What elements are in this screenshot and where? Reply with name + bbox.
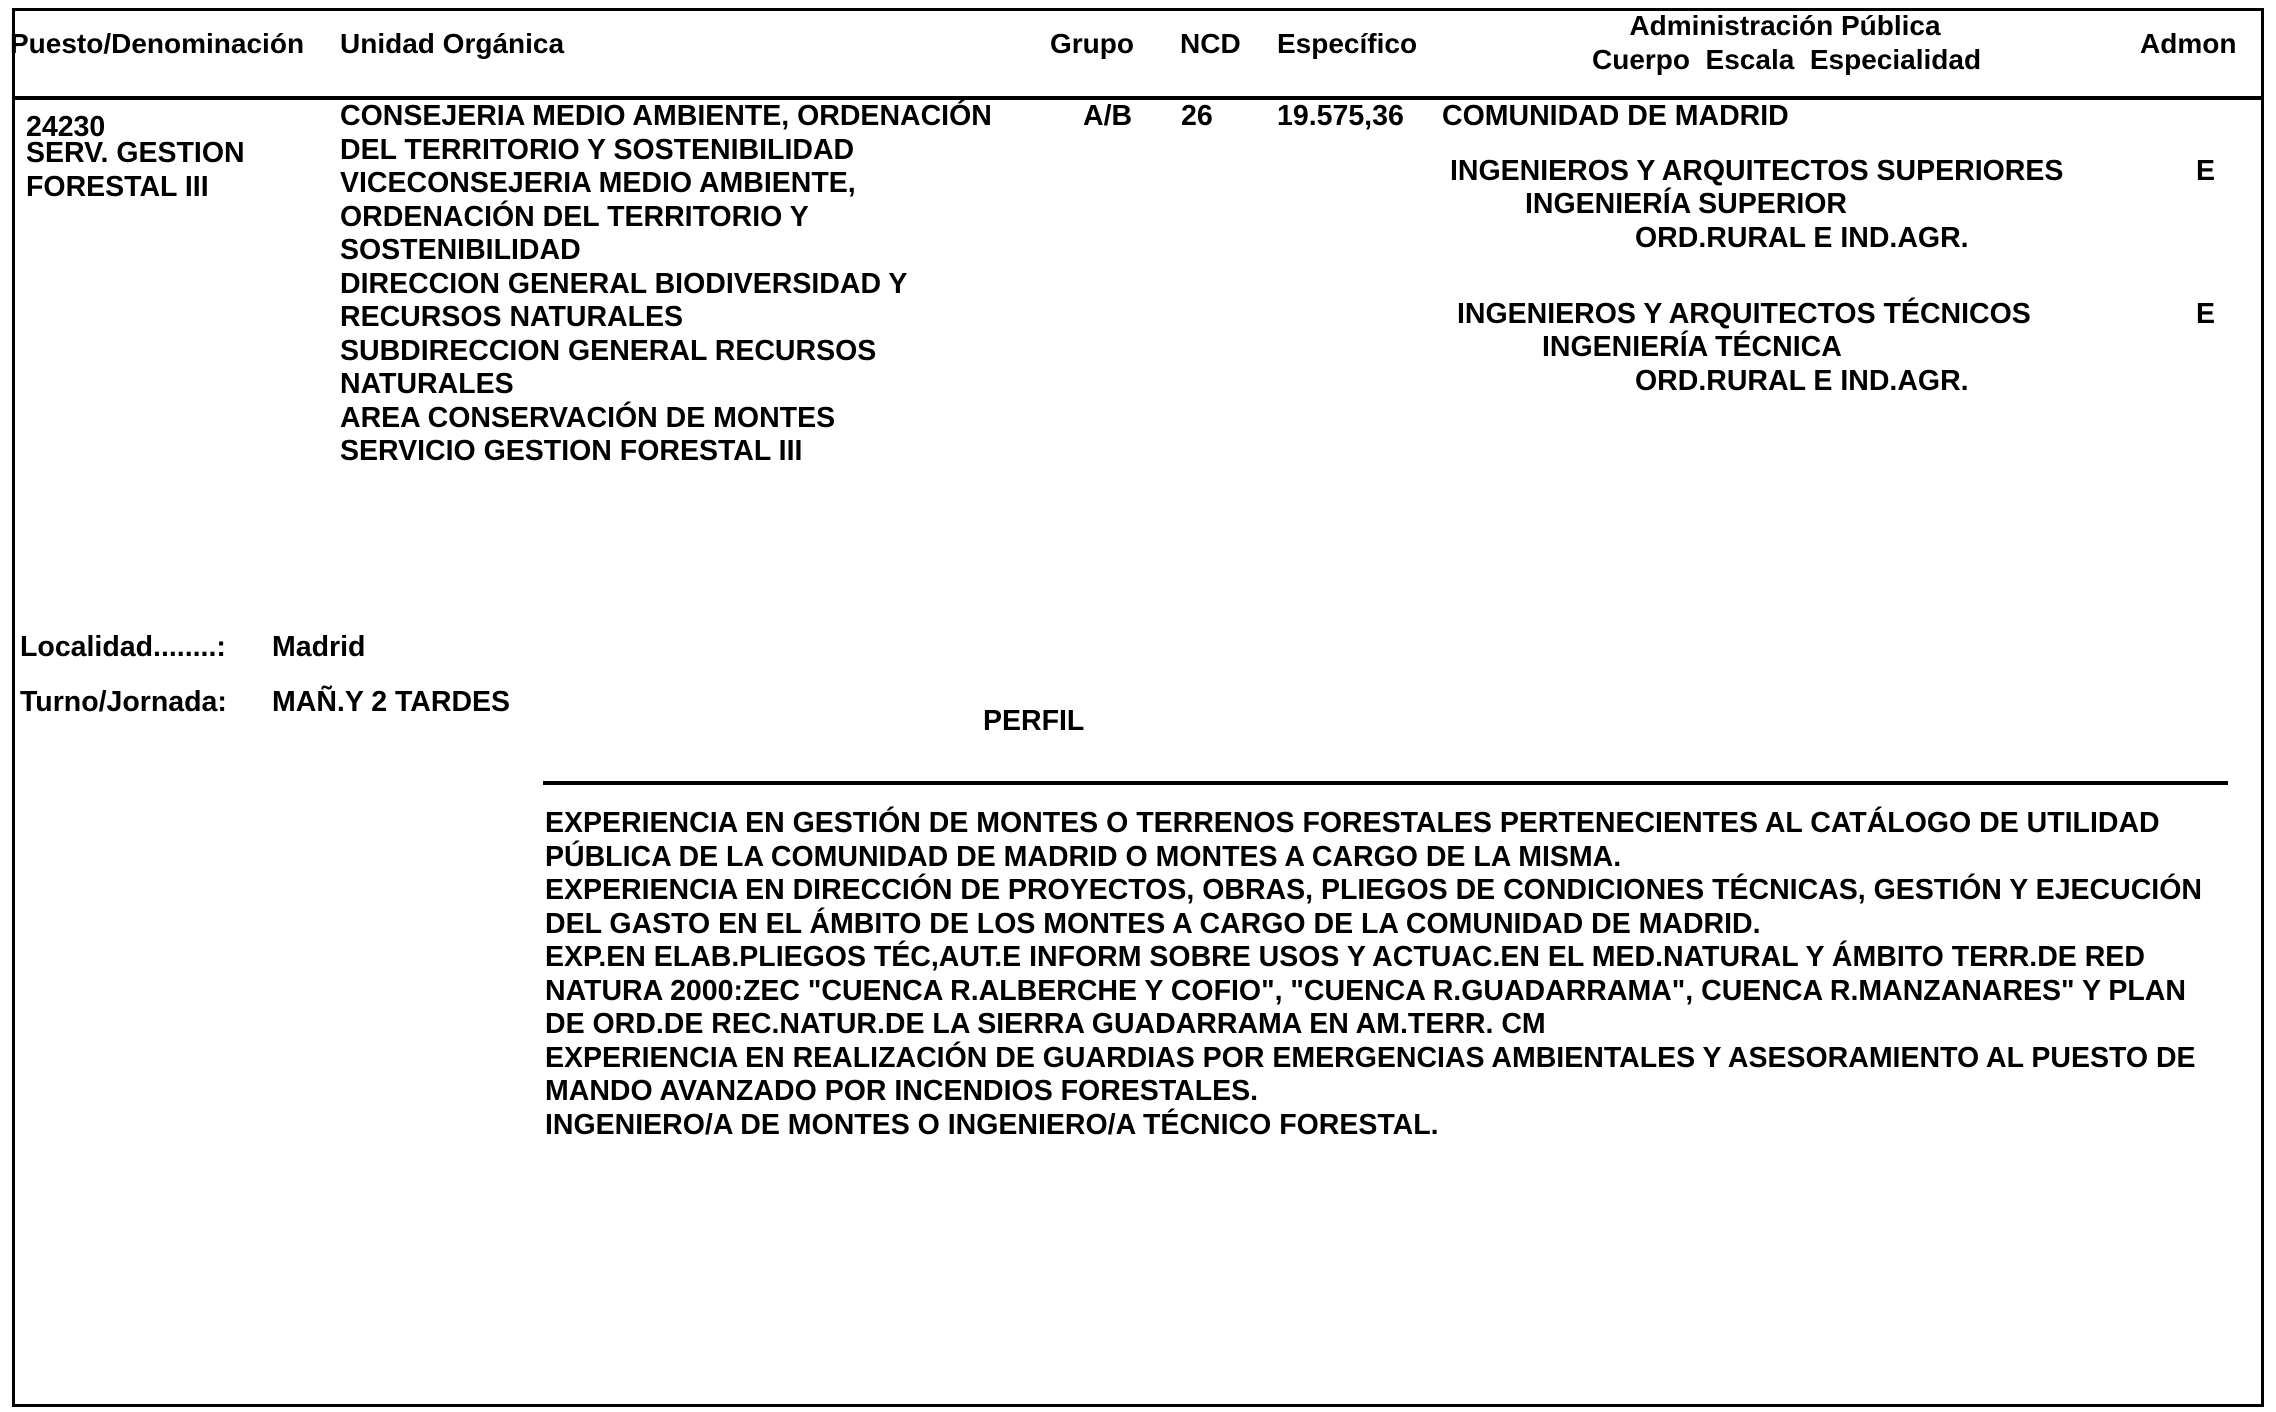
admon-2: E — [2196, 298, 2216, 330]
perfil-line: EXP.EN ELAB.PLIEGOS TÉC,AUT.E INFORM SOBRE USOS Y ACTUAC.EN EL MED.NATURAL Y ÁMBITO TERR.DE RED — [545, 941, 2145, 973]
header-unidad: Unidad Orgánica — [340, 28, 565, 59]
unidad-line: VICECONSEJERIA MEDIO AMBIENTE, — [340, 167, 856, 199]
ncd-value: 26 — [1181, 100, 1213, 132]
grupo-value: A/B — [1083, 100, 1133, 132]
especialidad-2: ORD.RURAL E IND.AGR. — [1635, 365, 1969, 397]
puesto-denominacion-2: FORESTAL III — [26, 171, 209, 203]
header-especifico: Específico — [1277, 28, 1418, 59]
header-administracion-line2: Cuerpo Escala Especialidad — [1592, 44, 1982, 75]
header-administracion-line1: Administración Pública — [1629, 10, 1941, 41]
perfil-line: EXPERIENCIA EN GESTIÓN DE MONTES O TERRENOS FORESTALES PERTENECIENTES AL CATÁLOGO DE UTILIDAD — [545, 807, 2160, 839]
perfil-line: PÚBLICA DE LA COMUNIDAD DE MADRID O MONTES A CARGO DE LA MISMA. — [545, 840, 1622, 873]
unidad-line: CONSEJERIA MEDIO AMBIENTE, ORDENACIÓN — [340, 100, 992, 132]
localidad-label: Localidad........: — [20, 631, 226, 663]
unidad-line: DIRECCION GENERAL BIODIVERSIDAD Y — [340, 267, 908, 300]
escala-2: INGENIERÍA TÉCNICA — [1542, 331, 1842, 363]
header-admon: Admon — [2140, 28, 2237, 59]
unidad-line: RECURSOS NATURALES — [340, 301, 684, 333]
unidad-line: DEL TERRITORIO Y SOSTENIBILIDAD — [340, 133, 855, 166]
unidad-line: AREA CONSERVACIÓN DE MONTES — [340, 401, 836, 434]
localidad-value: Madrid — [272, 631, 366, 663]
especialidad-1: ORD.RURAL E IND.AGR. — [1635, 222, 1969, 254]
perfil-line: DE ORD.DE REC.NATUR.DE LA SIERRA GUADARRAMA EN AM.TERR. CM — [545, 1008, 1546, 1040]
unidad-line: ORDENACIÓN DEL TERRITORIO Y — [340, 200, 809, 233]
header-ncd: NCD — [1180, 28, 1241, 59]
perfil-line: EXPERIENCIA EN REALIZACIÓN DE GUARDIAS POR EMERGENCIAS AMBIENTALES Y ASESORAMIENTO AL PUESTO DE — [545, 1041, 2196, 1074]
header-grupo: Grupo — [1050, 28, 1134, 59]
cuerpo-2: INGENIEROS Y ARQUITECTOS TÉCNICOS — [1457, 298, 2031, 330]
administracion-nombre: COMUNIDAD DE MADRID — [1442, 100, 1789, 132]
perfil-title: PERFIL — [983, 705, 1085, 737]
unidad-line: SUBDIRECCION GENERAL RECURSOS — [340, 334, 877, 367]
especifico-value: 19.575,36 — [1277, 100, 1404, 132]
perfil-line: NATURA 2000:ZEC "CUENCA R.ALBERCHE Y COFIO", "CUENCA R.GUADARRAMA", CUENCA R.MANZANARES" Y PLAN — [545, 974, 2186, 1007]
perfil-line: DEL GASTO EN EL ÁMBITO DE LOS MONTES A CARGO DE LA COMUNIDAD DE MADRID. — [545, 907, 1761, 940]
cuerpo-1: INGENIEROS Y ARQUITECTOS SUPERIORES — [1450, 155, 2064, 187]
turno-value: MAÑ.Y 2 TARDES — [272, 686, 511, 718]
puesto-denominacion-1: SERV. GESTION — [26, 137, 245, 169]
puesto-codigo: 24230 — [26, 111, 106, 143]
unidad-organica — [340, 100, 992, 469]
perfil-text — [545, 807, 2202, 1142]
unidad-line: SOSTENIBILIDAD — [340, 234, 581, 266]
perfil-line: MANDO AVANZADO POR INCENDIOS FORESTALES. — [545, 1075, 1259, 1107]
unidad-line: SERVICIO GESTION FORESTAL III — [340, 435, 803, 467]
unidad-line: NATURALES — [340, 368, 514, 400]
perfil-line: EXPERIENCIA EN DIRECCIÓN DE PROYECTOS, OBRAS, PLIEGOS DE CONDICIONES TÉCNICAS, GESTIÓN Y EJECUCIÓN — [545, 874, 2202, 906]
perfil-divider — [543, 781, 2228, 785]
escala-1: INGENIERÍA SUPERIOR — [1525, 188, 1847, 220]
admon-1: E — [2196, 155, 2216, 187]
perfil-line: INGENIERO/A DE MONTES O INGENIERO/A TÉCNICO FORESTAL. — [545, 1108, 1439, 1141]
turno-label: Turno/Jornada: — [20, 686, 227, 718]
header-puesto: Puesto/Denominación — [10, 28, 305, 59]
